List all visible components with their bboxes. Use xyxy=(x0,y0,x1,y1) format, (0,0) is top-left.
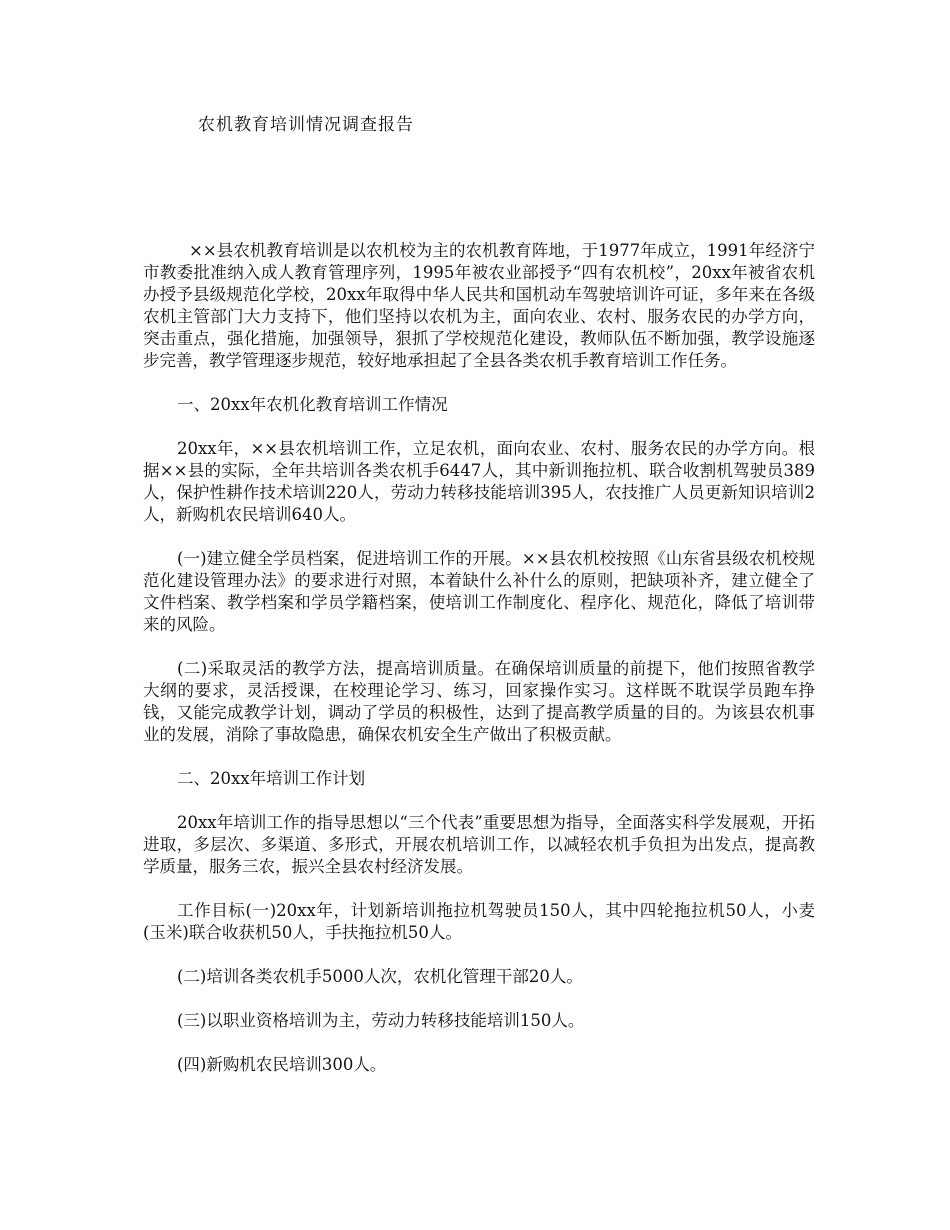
intro-paragraph: ××县农机教育培训是以农机校为主的农机教育阵地，于1977年成立，1991年经济宁市教委批准纳入成人教育管理序列，1995年被农业部授予“四有农机校”，20xx年被省农机办授予县级规范化学校，20xx年取得中华人民共和国机动车驾驶培训许可证，多年来在各级农机主管部门大力支持下，他们坚持以农机为主，面向农业、农村、服务农民的办学方向，突击重点，强化措施，加强领导，狠抓了学校规范化建设，教师队伍不断加强，教学设施逐步完善，教学管理逐步规范，较好地承担起了全县各类农机手教育培训工作任务。 xyxy=(143,241,815,370)
section-heading-1: 一、20xx年农机化教育培训工作情况 xyxy=(177,395,448,414)
paragraph-goal-4: (四)新购机农民培训300人。 xyxy=(177,1055,387,1074)
paragraph-training-summary: 20xx年，××县农机培训工作，立足农机，面向农业、农村、服务农民的办学方向。根据××县的实际，全年共培训各类农机手6447人，其中新训拖拉机、联合收割机驾驶员389人，保护性耕作技术培训220人，劳动力转移技能培训395人，农技推广人员更新知识培训2人，新购机农民培训640人。 xyxy=(143,439,815,524)
paragraph-guiding-idea: 20xx年培训工作的指导思想以“三个代表”重要思想为指导，全面落实科学发展观，开拓进取，多层次、多渠道、多形式，开展农机培训工作，以减轻农机手负担为出发点，提高教学质量，服务三农，振兴全县农村经济发展。 xyxy=(143,813,815,876)
paragraph-student-records: (一)建立健全学员档案，促进培训工作的开展。××县农机校按照《山东省县级农机校规范化建设管理办法》的要求进行对照，本着缺什么补什么的原则，把缺项补齐，建立健全了文件档案、教学档案和学员学籍档案，使培训工作制度化、程序化、规范化，降低了培训带来的风险。 xyxy=(143,549,815,634)
document-body xyxy=(143,240,815,1098)
paragraph-goal-3: (三)以职业资格培训为主，劳动力转移技能培训150人。 xyxy=(177,1011,585,1030)
paragraph-goal-2: (二)培训各类农机手5000人次，农机化管理干部20人。 xyxy=(177,967,583,986)
paragraph-goal-1: 工作目标(一)20xx年，计划新培训拖拉机驾驶员150人，其中四轮拖拉机50人，小麦(玉米)联合收获机50人，手扶拖拉机50人。 xyxy=(143,901,815,942)
paragraph-teaching-methods: (二)采取灵活的教学方法，提高培训质量。在确保培训质量的前提下，他们按照省教学大纲的要求，灵活授课，在校理论学习、练习，回家操作实习。这样既不耽误学员跑车挣钱，又能完成教学计划，调动了学员的积极性，达到了提高教学质量的目的。为该县农机事业的发展，消除了事故隐患，确保农机安全生产做出了积极贡献。 xyxy=(143,659,815,744)
section-heading-2: 二、20xx年培训工作计划 xyxy=(177,769,366,788)
document-title: 农机教育培训情况调查报告 xyxy=(198,115,414,135)
